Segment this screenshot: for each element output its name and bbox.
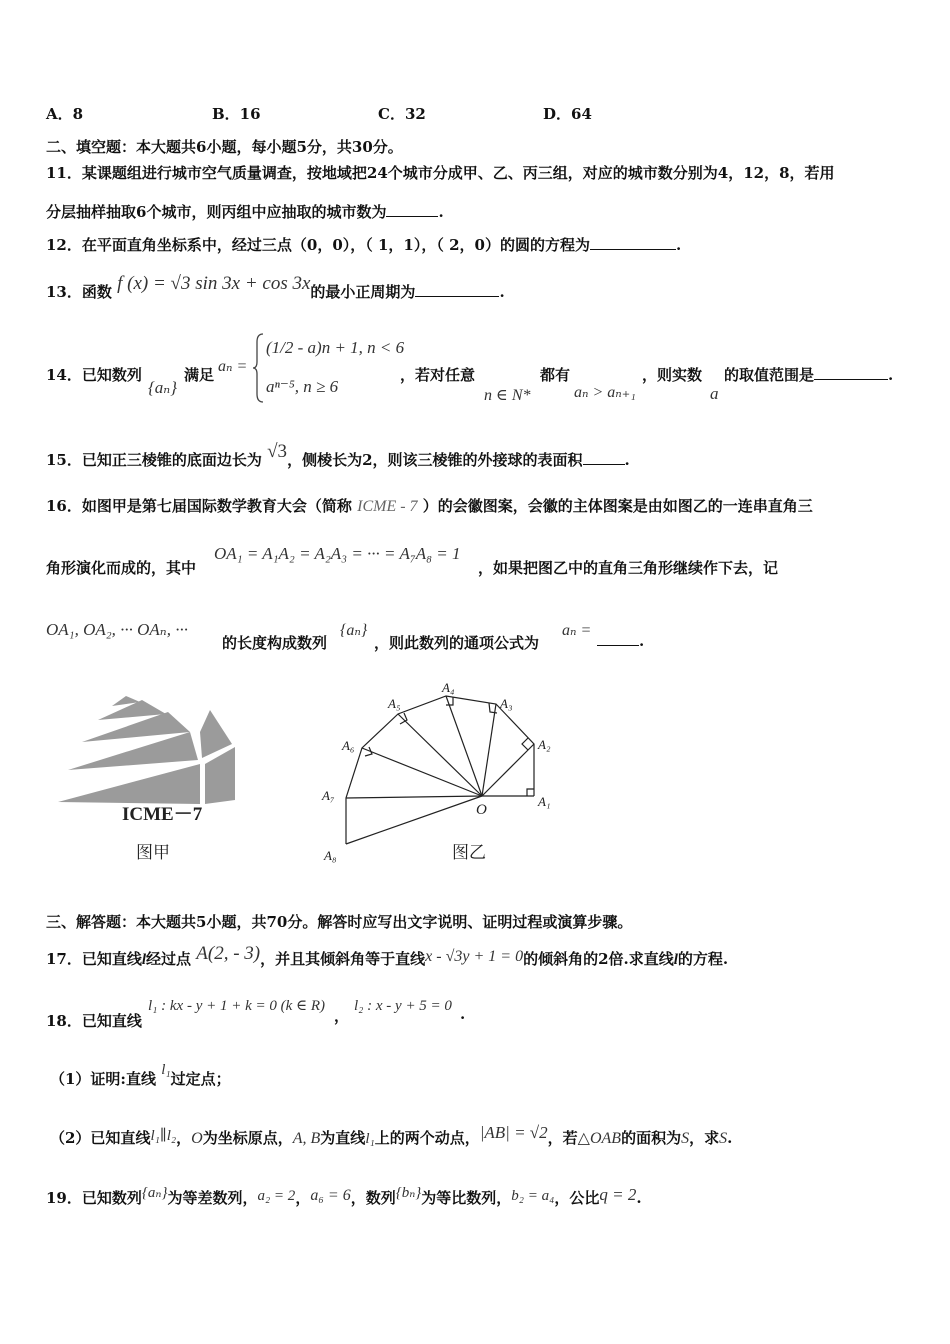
q18-pre: 18．已知直线: [46, 1012, 142, 1030]
figure-a-icme-logo: [50, 692, 250, 870]
q16-seq: {aₙ}: [340, 622, 368, 639]
q18-2-ab: A, B: [292, 1130, 321, 1147]
q17-mid2: ，并且其倾斜角等于直线: [260, 950, 426, 968]
option-c: C．32: [378, 105, 426, 123]
q14-then: ，则实数: [642, 366, 703, 384]
q14-ineq: aₙ > aₙ₊₁: [574, 384, 636, 401]
q16-line3c: ，则此数列的通项公式为: [374, 634, 540, 652]
right-angle-mark: [522, 738, 528, 750]
q14-end: .: [888, 366, 894, 384]
q18-2-par: l₁∥l₂: [150, 1128, 177, 1144]
logo-triangle: [58, 764, 200, 804]
q16-line3a: OA₁, OA₂, ··· OAₙ, ···: [46, 620, 188, 639]
q19-t4: 为等比数列，: [421, 1189, 512, 1207]
q18-2-len: |AB| = √2: [479, 1123, 548, 1142]
q17-point: A(2, - 3): [196, 943, 261, 964]
q13-pre: 13．函数: [46, 283, 112, 301]
q19: [46, 1187, 642, 1208]
q17-mid4: 的方程.: [677, 950, 729, 968]
section-2-heading: 二、填空题：本大题共6小题，每小题5分，共30分。: [46, 138, 403, 156]
q18-2-s: S: [681, 1130, 690, 1147]
q17: [46, 943, 729, 970]
q18-l1: l₁ : kx - y + 1 + k = 0 (k ∈ R): [148, 998, 326, 1014]
q11-line2: [46, 201, 444, 222]
q19-b2: b₂ = a₄: [511, 1188, 555, 1204]
q13-post: 的最小正周期为: [310, 283, 416, 301]
q15-pre: 15．已知正三棱锥的底面边长为: [46, 451, 262, 469]
q13-function: f (x) = √3 sin 3x + cos 3x: [117, 273, 311, 294]
q18-part1: [50, 1062, 231, 1089]
point-a7: A₇: [322, 788, 335, 803]
q15-end: .: [624, 451, 630, 469]
q19-pre: 19．已知数列: [46, 1189, 142, 1207]
answer-blank: [415, 284, 499, 297]
q18-2-t7: ，求: [689, 1129, 720, 1147]
q18-2-l1: l₁: [365, 1131, 375, 1147]
segment-oa8: [346, 796, 482, 844]
q14-nset: n ∈ N*: [484, 387, 531, 404]
q14-an: aₙ =: [218, 358, 248, 375]
figure-a-caption: 图甲: [136, 843, 170, 863]
q15-sqrt3: √3: [267, 441, 288, 462]
q14-pre: 14．已知数列: [46, 366, 142, 384]
q19-end: .: [636, 1189, 642, 1207]
q19-t2: ，: [295, 1189, 311, 1207]
q14-case2: aⁿ⁻⁵, n ≥ 6: [266, 377, 339, 396]
q18-2-pre: （2）已知直线: [50, 1129, 151, 1147]
q15: [46, 441, 630, 471]
q16-line3b: 的长度构成数列: [222, 634, 328, 652]
q16-line2a: 角形演化而成的，其中: [46, 559, 197, 577]
answer-blank: [814, 367, 888, 380]
q14-satisfy: 满足: [184, 366, 215, 384]
q16-line2b: ，如果把图乙中的直角三角形继续作下去，记: [478, 559, 779, 577]
point-a4: A₄: [442, 680, 455, 695]
point-a5: A₅: [388, 696, 401, 711]
segment-oa7: [346, 796, 482, 798]
outer-edges: [346, 696, 534, 844]
q14-range-line: [724, 364, 893, 385]
option-d: D．64: [543, 105, 592, 123]
q17-mid1: 经过点: [146, 950, 192, 968]
option-b: B．16: [212, 105, 261, 123]
icme-label: ICME－7: [122, 804, 203, 825]
q18-2-tri: △OAB: [577, 1130, 622, 1147]
q18-2-t6: 的面积为: [621, 1129, 682, 1147]
q14-any: ，若对任意: [400, 366, 476, 384]
q18-1-post: 过定点；: [170, 1070, 231, 1088]
q16-line1: [46, 495, 813, 516]
q19-t5: ，公比: [554, 1189, 600, 1207]
q16-eq: OA₁ = A₁A₂ = A₂A₃ = ··· = A₇A₈ = 1: [214, 544, 461, 563]
q16-line1b: ）的会徽图案，会徽的主体图案是由如图乙的一连串直角三: [422, 497, 813, 515]
q18-end: .: [460, 1005, 466, 1023]
segment-oa2: [482, 744, 534, 796]
q18-part2: [50, 1123, 733, 1148]
q14-all: 都有: [540, 366, 571, 384]
q17-pre: 17．已知直线: [46, 950, 142, 968]
q14-seq: {aₙ}: [148, 378, 177, 397]
q17-l2: l: [673, 952, 678, 968]
option-a: A．8: [46, 105, 84, 123]
segment-oa3: [482, 704, 496, 796]
answer-blank: [597, 633, 639, 646]
q19-a6: a₆ = 6: [310, 1187, 351, 1204]
q11-text: 分层抽样抽取6个城市，则丙组中应抽取的城市数为: [46, 203, 387, 221]
q11-end: .: [438, 203, 444, 221]
q18-2-o: O: [191, 1130, 203, 1147]
q18-1-pre: （1）证明:直线: [50, 1070, 156, 1088]
q15-post: ，侧棱长为2，则该三棱锥的外接球的表面积: [287, 451, 583, 469]
q19-t3: ，数列: [350, 1189, 396, 1207]
figure-b-right-triangles: [316, 672, 576, 870]
q17-mid3: 的倾斜角的2倍.求直线: [523, 950, 674, 968]
icme-logo-triangles: [58, 696, 235, 804]
q18-2-end: .: [727, 1129, 733, 1147]
logo-triangle: [200, 710, 232, 758]
q18-2-s2: S: [719, 1130, 728, 1147]
q18-2-t3: 为直线: [320, 1129, 366, 1147]
q16-an: aₙ =: [562, 622, 592, 639]
q12-text: 12．在平面直角坐标系中，经过三点（0，0），（ 1，1），（ 2，0）的圆的方程为: [46, 236, 590, 254]
q18-2-t1: ，: [176, 1129, 192, 1147]
figure-b-caption: 图乙: [452, 843, 486, 863]
point-o: O: [476, 802, 487, 818]
q16-end: .: [639, 632, 645, 650]
answer-blank: [590, 237, 676, 250]
segment-oa4: [446, 696, 482, 796]
q19-t1: 为等差数列，: [167, 1189, 258, 1207]
point-a2: A₂: [538, 737, 551, 752]
right-angle-mark: [527, 789, 534, 796]
q13-end: .: [499, 283, 505, 301]
logo-triangle: [205, 747, 235, 804]
q19-bn: {bₙ}: [395, 1185, 422, 1201]
q16-icme: ICME - 7: [357, 498, 418, 515]
q18-1-l1: l₁: [161, 1062, 171, 1078]
q18-2-t4: 上的两个动点，: [374, 1129, 480, 1147]
q14-a: a: [710, 384, 719, 403]
answer-blank: [583, 452, 625, 465]
point-a6: A₆: [342, 738, 355, 753]
q18-2-t5: ，若: [547, 1129, 578, 1147]
q17-line-eq: x - √3y + 1 = 0: [425, 948, 524, 965]
q18-2-t2: 为坐标原点，: [202, 1129, 293, 1147]
logo-triangle: [68, 732, 198, 770]
piecewise-brace: [252, 332, 266, 404]
q16-line1a: 16．如图甲是第七届国际数学教育大会（简称: [46, 497, 352, 515]
q19-a2: a₂ = 2: [257, 1188, 296, 1204]
point-a8: A₈: [324, 848, 337, 863]
q18-l2: l₂ : x - y + 5 = 0: [354, 998, 452, 1014]
q13: [46, 273, 505, 303]
q14-range: 的取值范围是: [724, 366, 815, 384]
q12: [46, 234, 681, 255]
segment-oa6: [362, 748, 482, 796]
point-a1: A₁: [538, 794, 551, 809]
right-angle-mark: [365, 747, 372, 756]
point-a3: A₃: [500, 696, 513, 711]
q11-line1: 11．某课题组进行城市空气质量调查，按地域把24个城市分成甲、乙、丙三组，对应的城市数分别为4，12，8，若用: [46, 164, 835, 182]
q16-blank-line: [597, 632, 644, 650]
q14-case1: (1/2 - a)n + 1, n < 6: [266, 338, 405, 357]
q19-an: {aₙ}: [141, 1185, 168, 1201]
segment-oa5: [398, 714, 482, 796]
q18-comma: ，: [334, 1007, 350, 1025]
answer-blank: [386, 204, 438, 217]
q12-end: .: [675, 236, 682, 254]
section-3-heading: 三、解答题：本大题共5小题，共70分。解答时应写出文字说明、证明过程或演算步骤。: [46, 913, 633, 931]
q17-l: l: [141, 952, 147, 968]
q19-q: q = 2: [599, 1185, 637, 1204]
